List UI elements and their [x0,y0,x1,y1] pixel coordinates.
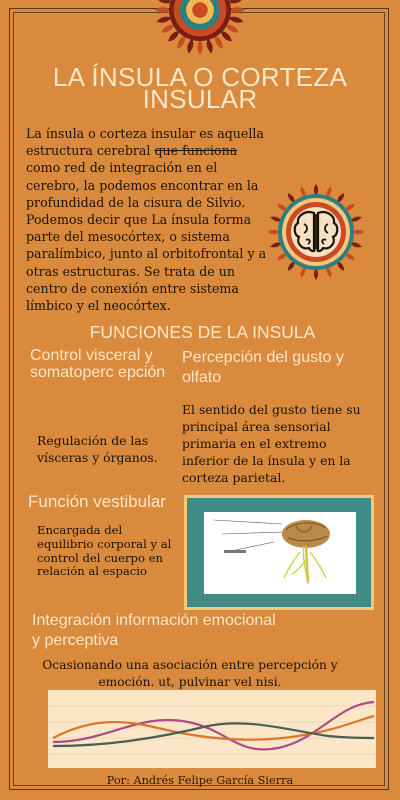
taste-smell-heading: Percepción del gusto y olfato [182,349,344,386]
functions-heading: FUNCIONES DE LA INSULA [89,322,316,342]
brain-illustration [204,512,356,594]
visceral-control-text: Regulación de las vísceras y órganos. [37,433,158,465]
vestibular-text: Encargada del equilibrio corporal y al control del cuerpo en relación al espacio [37,523,172,579]
integration-text: Ocasionando una asociación entre percepción y emoción. ut, pulvinar vel nisi. [42,658,338,689]
intro-paragraph: La ínsula o corteza insular es aquella estructura cerebral que funciona como red de integración en el cerebro, la podemos encontrar en la profundidad de la cisura de Silvio. Podemos decir que La ínsula forma parte del mesocórtex, o sistema paralímbico, junto al orbitofrontal y a otras estructuras. Se trata de un centro de conexión entre sistema límbico y el neocórtex. [26,126,267,314]
brain-mandala-icon [266,182,366,282]
top-mandala-ornament [138,0,262,58]
author-credit: Por: Andrés Felipe García Sierra [106,774,294,787]
vestibular-heading: Función vestibular [28,492,166,511]
brain-illustration-frame [184,495,374,610]
visceral-control-heading: Control visceral y somatoperc epción [30,347,166,381]
page-title: LA ÍNSULA O CORTEZA INSULAR [52,62,348,114]
decorative-line-graph [48,690,376,768]
taste-smell-text: El sentido del gusto tiene su principal área sensorial primaria en el extremo inferior de la ínsula y en la corteza parietal. [182,402,361,485]
integration-heading: Integración información emocional y perceptiva [32,612,276,649]
